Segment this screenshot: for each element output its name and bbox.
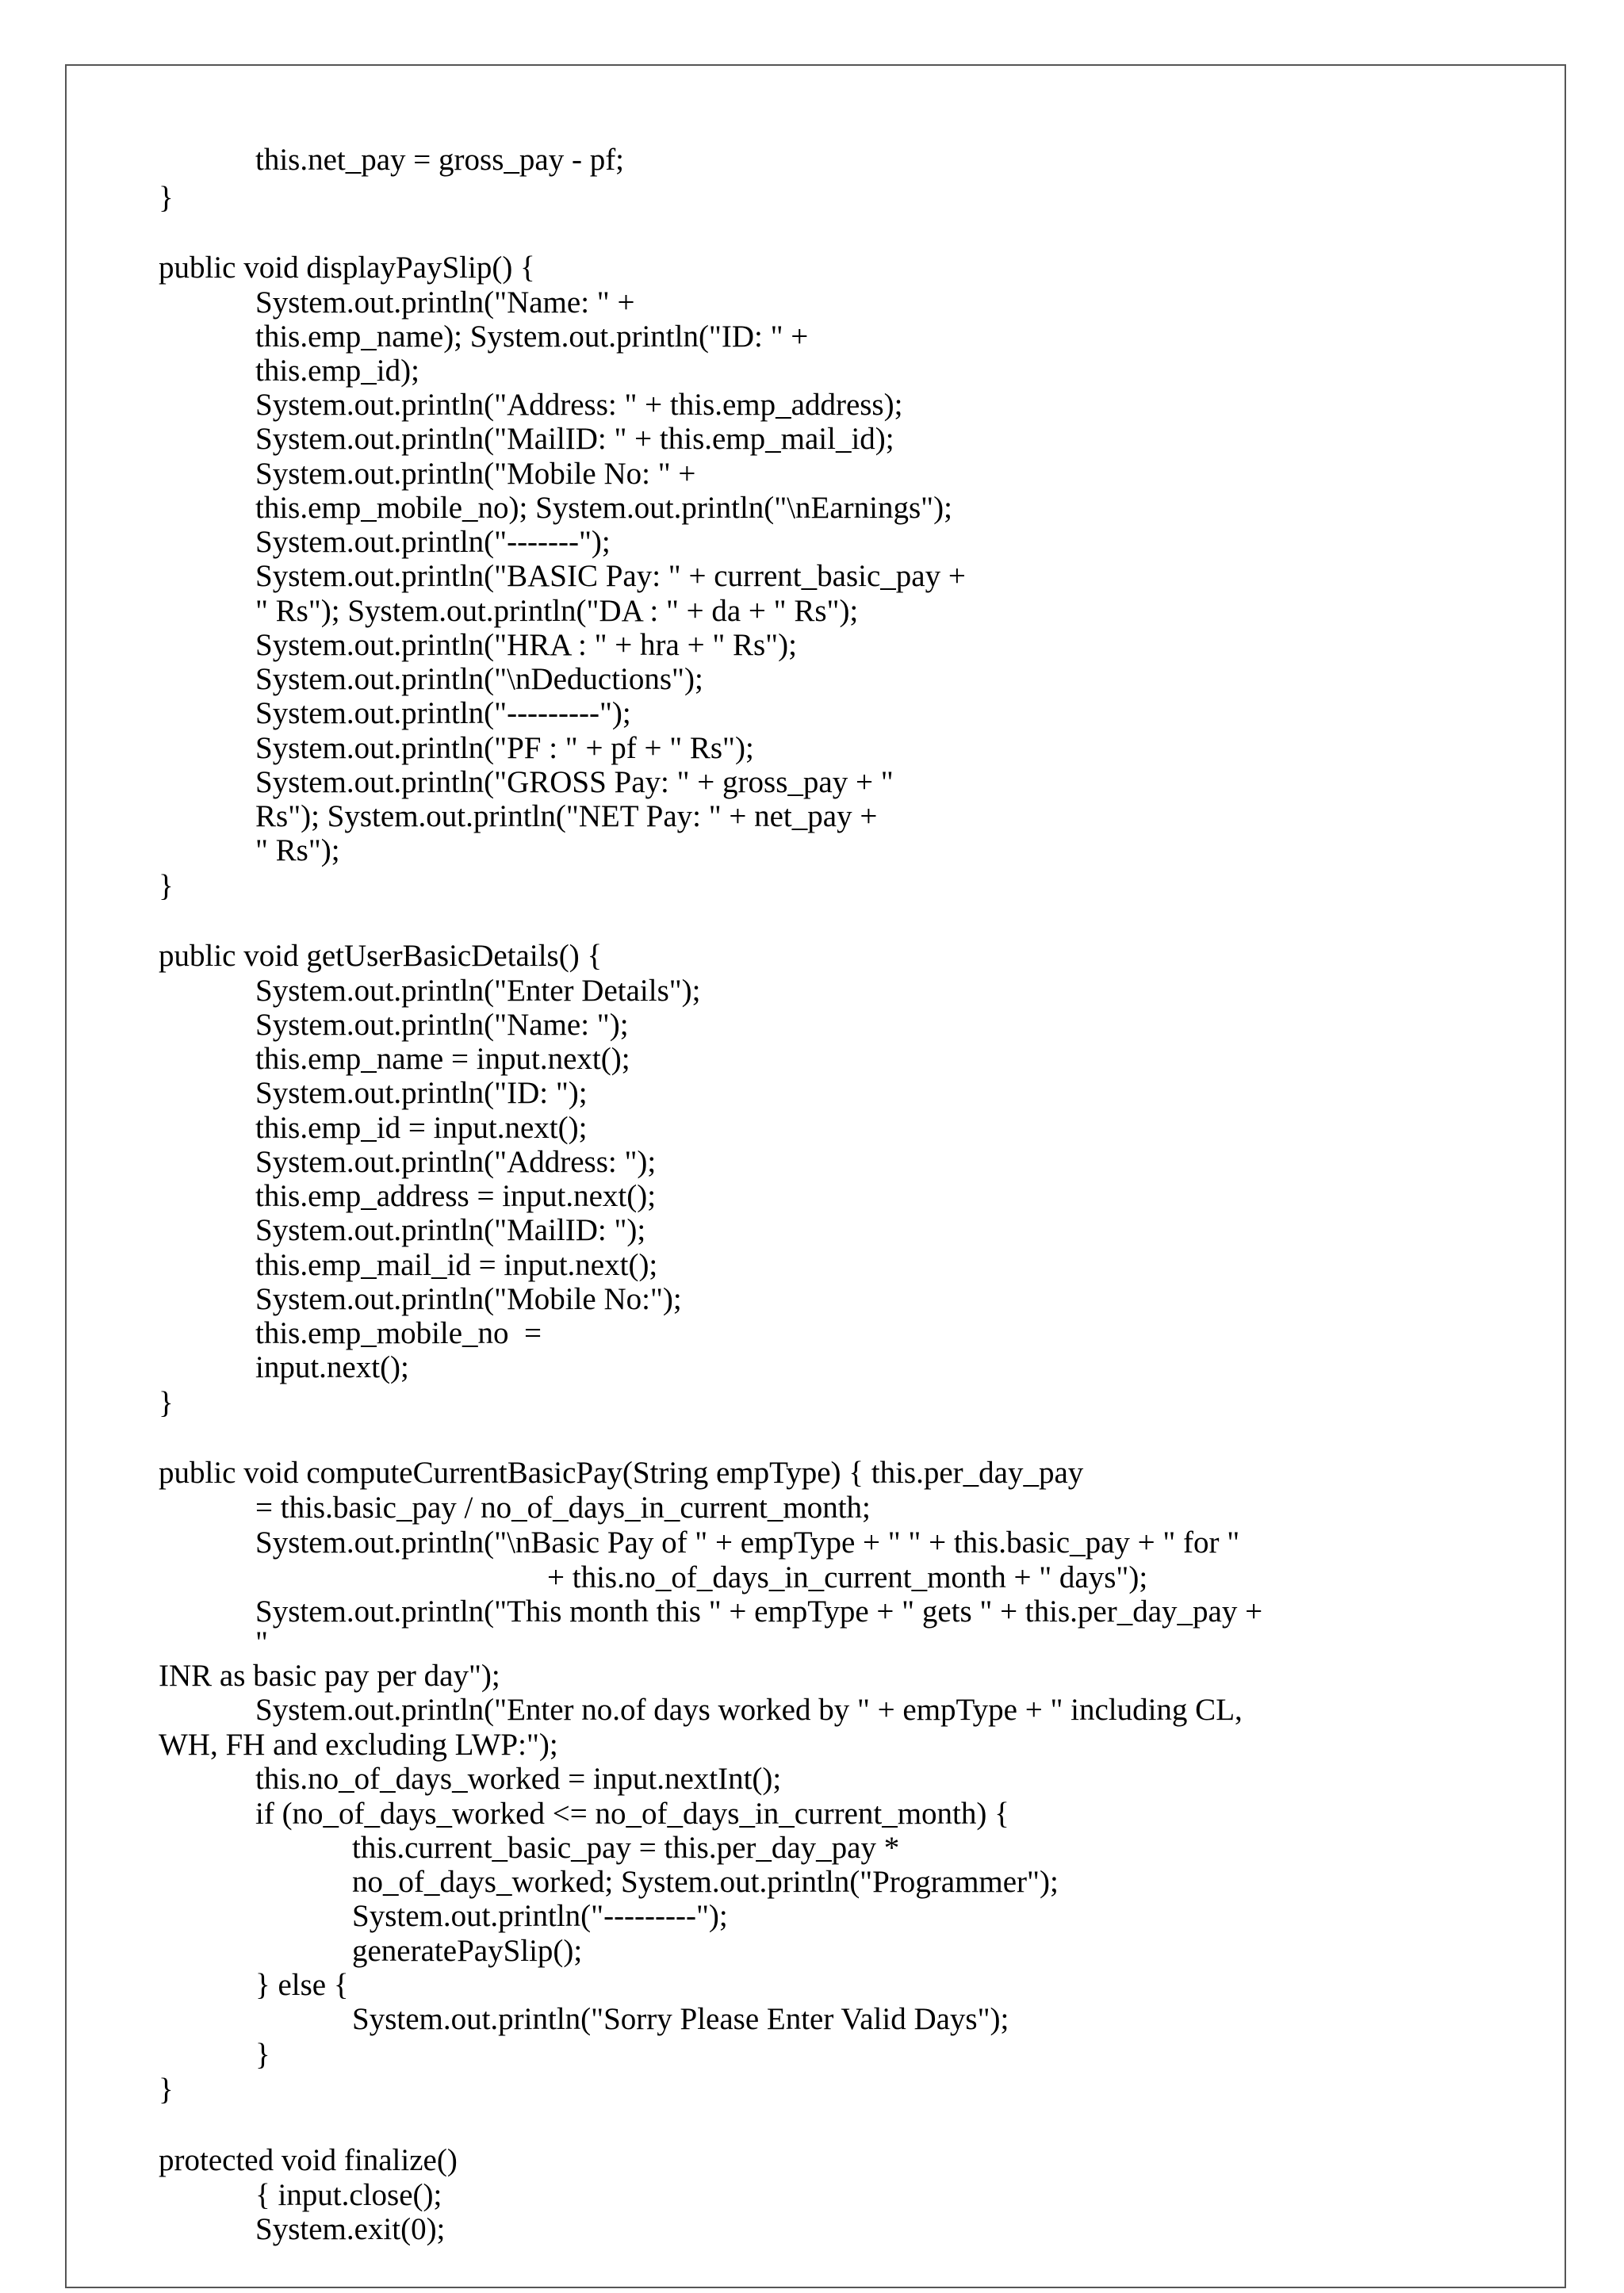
code-line: System.out.println("ID: "); [255, 1076, 588, 1110]
code-line: System.out.println("---------"); [255, 696, 631, 730]
code-line: this.current_basic_pay = this.per_day_pay * [352, 1831, 900, 1865]
code-line: System.out.println("MailID: "); [255, 1213, 646, 1247]
code-line: System.out.println("Name: " + [255, 285, 635, 320]
code-line: } else { [255, 1968, 349, 2002]
code-line: input.next(); [255, 1350, 409, 1384]
code-line: System.out.println("This month this " + empType + " gets " + this.per_day_pay + [255, 1594, 1263, 1629]
code-line: System.out.println("Enter no.of days worked by " + empType + " including CL, [255, 1693, 1243, 1727]
code-line: System.out.println("Mobile No: " + [255, 457, 696, 491]
code-line: this.emp_address = input.next(); [255, 1179, 657, 1213]
code-line: System.out.println("GROSS Pay: " + gross_pay + " [255, 765, 894, 799]
code-line: } [255, 2038, 270, 2072]
code-line: System.out.println("Mobile No:"); [255, 1282, 682, 1316]
code-line: no_of_days_worked; System.out.println("Programmer"); [352, 1865, 1059, 1899]
code-line: public void computeCurrentBasicPay(String empType) { this.per_day_pay [159, 1456, 1084, 1490]
code-line: System.out.println("Address: " + this.emp_address); [255, 388, 903, 422]
code-line: System.out.println("Name: "); [255, 1008, 629, 1042]
code-line: System.out.println("MailID: " + this.emp_mail_id); [255, 422, 894, 456]
code-line: System.out.println("PF : " + pf + " Rs"); [255, 731, 754, 765]
code-line: } [159, 869, 174, 903]
code-line: this.emp_name = input.next(); [255, 1042, 630, 1076]
code-line: if (no_of_days_worked <= no_of_days_in_current_month) { [255, 1797, 1009, 1831]
code-line: System.out.println("Enter Details"); [255, 974, 701, 1008]
code-line: } [159, 2073, 174, 2107]
code-line: System.out.println("---------"); [352, 1899, 728, 1933]
code-line: protected void finalize() [159, 2143, 458, 2177]
code-line: System.out.println("HRA : " + hra + " Rs"); [255, 628, 797, 662]
code-line: this.net_pay = gross_pay - pf; [255, 143, 625, 177]
code-line: this.emp_name); System.out.println("ID: " + [255, 320, 809, 354]
code-line: System.out.println("Address: "); [255, 1145, 657, 1179]
code-line: this.emp_id); [255, 354, 419, 388]
code-line: } [159, 181, 174, 215]
code-line: public void getUserBasicDetails() { [159, 939, 603, 973]
code-line: Rs"); System.out.println("NET Pay: " + net_pay + [255, 799, 878, 833]
code-line: this.emp_mobile_no); System.out.println("\nEarnings"); [255, 491, 952, 525]
code-line: this.emp_mobile_no = [255, 1316, 542, 1350]
code-line: " [255, 1625, 268, 1659]
code-line: = this.basic_pay / no_of_days_in_current_month; [255, 1491, 871, 1525]
code-line: " Rs"); [255, 833, 340, 867]
code-line: System.out.println("BASIC Pay: " + current_basic_pay + [255, 559, 966, 593]
code-line: { input.close(); [255, 2178, 442, 2212]
code-line: generatePaySlip(); [352, 1934, 583, 1968]
code-line: public void displayPaySlip() { [159, 251, 535, 285]
code-line: + this.no_of_days_in_current_month + " days"); [547, 1560, 1148, 1594]
code-line: " Rs"); System.out.println("DA : " + da + " Rs"); [255, 594, 859, 628]
code-line: System.out.println("-------"); [255, 525, 611, 559]
code-line: INR as basic pay per day"); [159, 1659, 500, 1693]
code-line: System.out.println("\nDeductions"); [255, 662, 703, 696]
code-line: WH, FH and excluding LWP:"); [159, 1728, 558, 1762]
code-line: System.exit(0); [255, 2212, 446, 2246]
code-line: System.out.println("\nBasic Pay of " + empType + " " + this.basic_pay + " for " [255, 1525, 1240, 1560]
code-line: } [159, 1386, 174, 1420]
code-line: System.out.println("Sorry Please Enter Valid Days"); [352, 2002, 1009, 2036]
code-line: this.emp_mail_id = input.next(); [255, 1248, 658, 1282]
code-line: this.no_of_days_worked = input.nextInt(); [255, 1762, 782, 1796]
code-line: this.emp_id = input.next(); [255, 1111, 588, 1145]
